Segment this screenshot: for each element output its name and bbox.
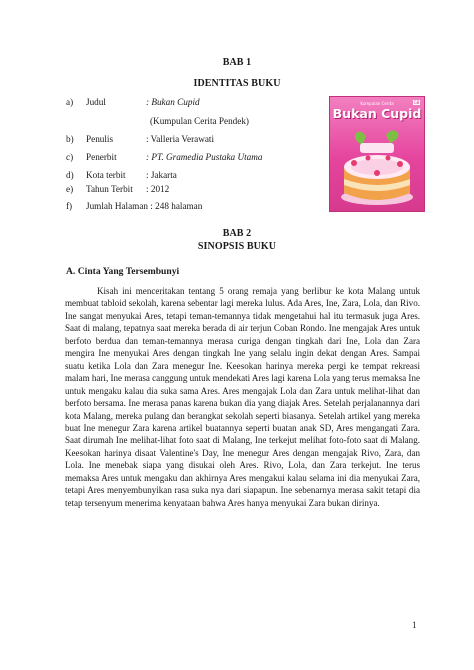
info-letter: b) [66, 134, 74, 144]
section-heading: A. Cinta Yang Tersembunyi [66, 266, 180, 277]
info-label: Penerbit [86, 152, 117, 162]
info-letter: c) [66, 152, 74, 162]
info-label: Penulis [86, 134, 114, 144]
cover-series-text: Kumpulan Cerita [360, 101, 394, 106]
info-value: (Kumpulan Cerita Pendek) [150, 116, 249, 126]
cake-illustration [338, 127, 416, 207]
bab1-title: IDENTITAS BUKU [193, 78, 281, 89]
info-letter: e) [66, 184, 74, 194]
info-value: : Valleria Verawati [146, 134, 215, 144]
info-letter: a) [66, 97, 74, 107]
bab2-title: SINOPSIS BUKU [197, 241, 277, 252]
cover-title: Bukan Cupid [332, 106, 422, 121]
info-letter: d) [66, 170, 74, 180]
info-label: Judul [86, 97, 106, 107]
info-value: : 2012 [146, 184, 170, 194]
synopsis-paragraph: Kisah ini menceritakan tentang 5 orang remaja yang berlibur ke kota Malang untuk membuat tabloid sekolah, karena sebentar lagi mereka lulus. Ada Ares, Ine, Zara, Lola, dan Rivo. Ine sangat menyukai Ares, tetapi teman-temannya tidak mengetahui hal itu termasuk juga Ares. Saat di malang, tepatnya saat mereka berada di air terjun Coban Rondo. Ine mengajak Ares untuk berfoto berdua dan teman-temannya merasa curiga dengan tingkah dari Ine, Lola dan Zara mengira Ine menyukai Ares dengan tingkah Ine yang selalu ingin dekat dengan Ares. Sampai suatu ketika Lola dan Zara menegur Ine. Keesokan harinya mereka pergi ke tempat rekreasi malam hari, Ine merasa canggung untuk mendekati Ares lagi karena Lola yang terus memaksa Ine untuk mengaku kalau dia suka sama Ares. Ares mengajak Lola dan Zara untuk melihat-lihat dan berfoto bersama. Ine merasa panas karena bukan dia yang diajak Ares. Setelah perjalanannya dari kota Malang, mereka pulang dan berangkat sekolah seperti biasanya. Setelah artikel yang mereka buat Ine menegur Zara karena artikel buatannya seperti buatan anak SD, Ares mengangati Zara. Saat dirumah Ine melihat-lihat foto saat di Malang, Ine terkejut melihat foto-foto saat di Malang. Keesokan harinya disaat Valentine's Day, Ine menegur Ares dengan mengajak Rivo, Zara, dan Lola. Ine menebak siapa yang disukai oleh Ares. Rivo, Lola, dan Zara terkejut. Ine terus memaksa Ares untuk mengaku dan akhirnya Ares mengakui kalau selama ini dia menyukai Zara, tetapi Ares menyembunyikan rasa suka nya dari siapapun. Ine sebenarnya merasa sakit tetapi dia tetap tersenyum menerima kenyataan bahwa Ares hanya menyukai Zara bukan dirinya. [65, 286, 420, 508]
info-value: : Jakarta [146, 170, 177, 180]
info-value: : PT. Gramedia Pustaka Utama [146, 152, 263, 162]
info-label: Tahun Terbit [86, 184, 133, 194]
info-label: Kota terbit [86, 170, 126, 180]
page-number: 1 [412, 620, 417, 630]
info-value: : Bukan Cupid [146, 97, 200, 107]
info-label: Jumlah Halaman : 248 halaman [86, 201, 203, 211]
book-cover-image [329, 96, 425, 212]
bab1-number: BAB 1 [222, 57, 252, 68]
info-letter: f) [66, 201, 73, 211]
publisher-logo: GB [413, 100, 420, 105]
bab2-number: BAB 2 [222, 228, 252, 239]
